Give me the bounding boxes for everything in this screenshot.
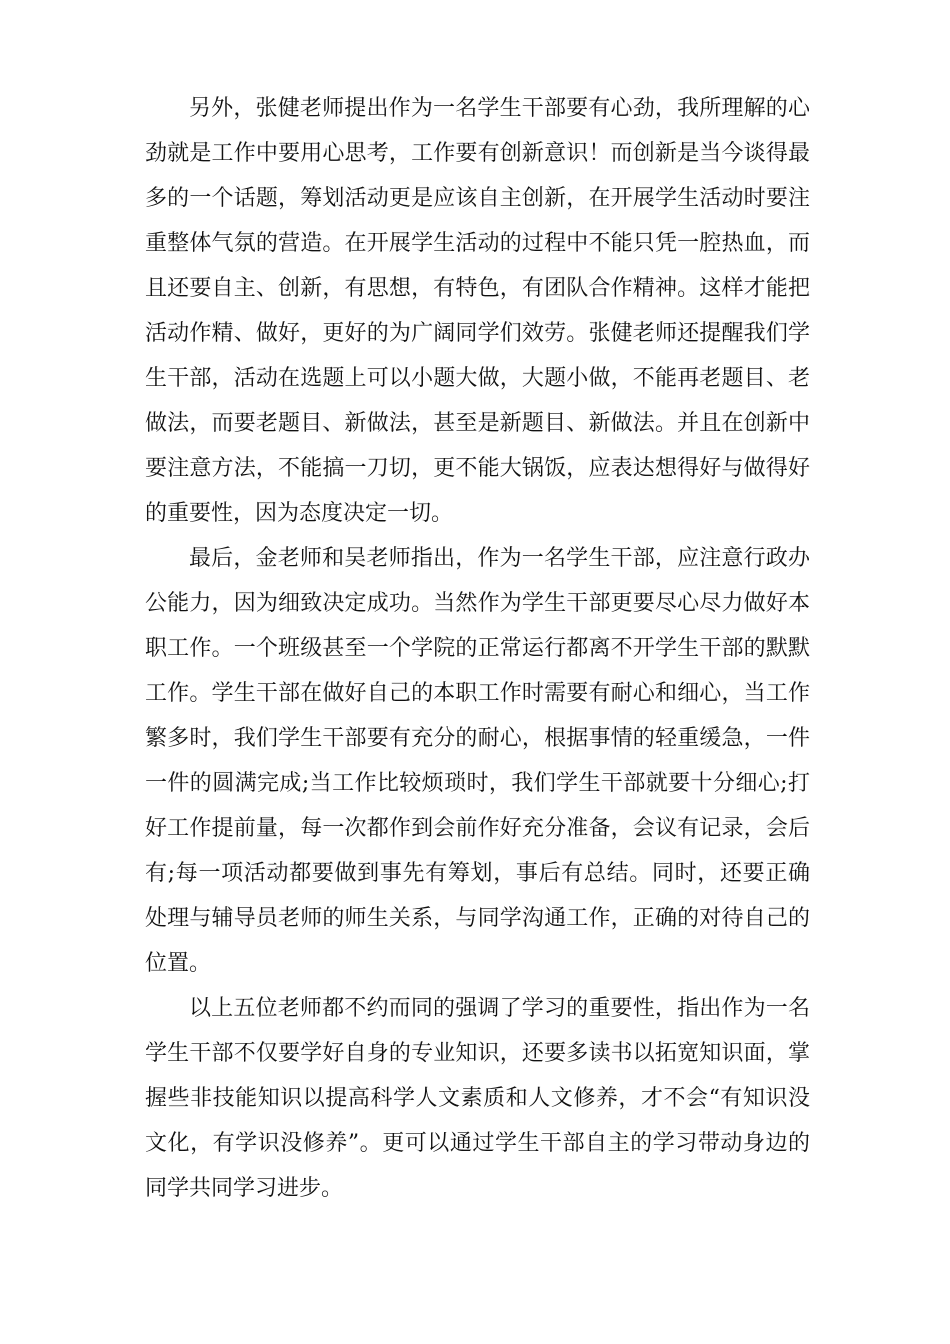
paragraph-learning: 以上五位老师都不约而同的强调了学习的重要性，指出作为一名学生干部不仅要学好自身的专业知识，还要多读书以拓宽知识面，掌握些非技能知识以提高科学人文素质和人文修养，才不会“有知识没文化，有学识没修养”。更可以通过学生干部自主的学习带动身边的同学共同学习进步。	[145, 996, 810, 1201]
paragraph-diligence: 最后，金老师和吴老师指出，作为一名学生干部，应注意行政办公能力，因为细致决定成功。当然作为学生干部更要尽心尽力做好本职工作。一个班级甚至一个学院的正常运行都离不开学生干部的默默工作。学生干部在做好自己的本职工作时需要有耐心和细心，当工作繁多时，我们学生干部要有充分的耐心，根据事情的轻重缓急，一件一件的圆满完成;当工作比较烦琐时，我们学生干部就要十分细心;打好工作提前量，每一次都作到会前作好充分准备，会议有记录，会后有;每一项活动都要做到事先有筹划，事后有总结。同时，还要正确处理与辅导员老师的师生关系，与同学沟通工作，正确的对待自己的位置。	[145, 546, 810, 976]
paragraph-innovation: 另外，张健老师提出作为一名学生干部要有心劲，我所理解的心劲就是工作中要用心思考，工作要有创新意识！而创新是当今谈得最多的一个话题，筹划活动更是应该自主创新，在开展学生活动时要注重整体气氛的营造。在开展学生活动的过程中不能只凭一腔热血，而且还要自主、创新，有思想，有特色，有团队合作精神。这样才能把活动作精、做好，更好的为广阔同学们效劳。张健老师还提醒我们学生干部，活动在选题上可以小题大做，大题小做，不能再老题目、老做法，而要老题目、新做法，甚至是新题目、新做法。并且在创新中要注意方法，不能搞一刀切，更不能大锅饭，应表达想得好与做得好的重要性，因为态度决定一切。	[145, 96, 810, 526]
document-body	[145, 86, 810, 1211]
